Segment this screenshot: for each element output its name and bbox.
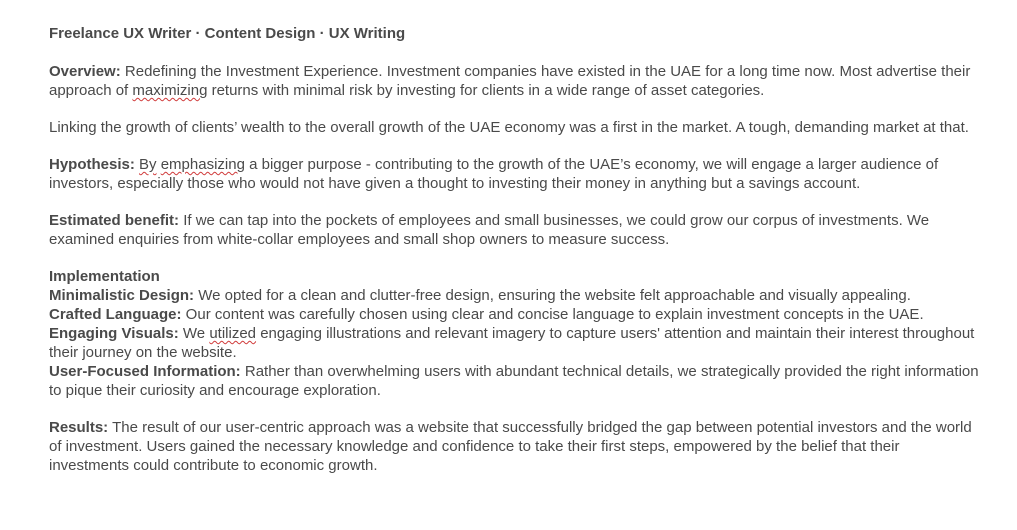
estimated-benefit-text: If we can tap into the pockets of employees and small businesses, we could grow our corpus of investments. We examined enquiries from white-collar employees and small shop owners to measure success. xyxy=(49,212,930,248)
implementation-section xyxy=(49,267,979,400)
overview-text-end: returns with minimal risk by investing for clients in a wide range of asset categories. xyxy=(207,82,765,99)
overview-label: Overview: xyxy=(49,63,121,80)
implementation-item xyxy=(49,324,979,362)
spellcheck-word[interactable]: By xyxy=(139,156,157,173)
linking-paragraph: Linking the growth of clients’ wealth to the overall growth of the UAE economy was a first in the market. A tough, demanding market at that. xyxy=(49,119,969,136)
spellcheck-word[interactable]: maximizing xyxy=(132,82,208,99)
hypothesis-text: a bigger purpose - contributing to the growth of the UAE’s economy, we will engage a larger audience of investors, especially those who would not have given a thought to investing their money in anything but a savings account. xyxy=(49,156,939,192)
implementation-item-label: User-Focused Information: xyxy=(49,363,241,380)
implementation-item-text: Our content was carefully chosen using clear and concise language to explain investment concepts in the UAE. xyxy=(181,306,924,323)
implementation-item-text-end: engaging illustrations and relevant imagery to capture users' attention and maintain their interest throughout their journey on the website. xyxy=(49,325,975,361)
overview-paragraph xyxy=(49,62,979,100)
estimated-benefit-paragraph xyxy=(49,211,979,249)
implementation-heading: Implementation xyxy=(49,268,160,285)
implementation-item-label: Minimalistic Design: xyxy=(49,287,195,304)
estimated-benefit-label: Estimated benefit: xyxy=(49,212,180,229)
overview-text: Redefining the Investment Experience. Investment companies have existed in the UAE for a long time now. Most advertise their approach of xyxy=(49,63,971,99)
implementation-item xyxy=(49,362,979,400)
results-paragraph xyxy=(49,418,979,475)
spellcheck-word[interactable]: utilized xyxy=(209,325,257,342)
hypothesis-label: Hypothesis: xyxy=(49,156,135,173)
implementation-item-text: We xyxy=(178,325,210,342)
spellcheck-word[interactable]: emphasizing xyxy=(160,156,245,173)
implementation-item-label: Engaging Visuals: xyxy=(49,325,179,342)
implementation-item-label: Crafted Language: xyxy=(49,306,182,323)
implementation-item xyxy=(49,305,979,324)
results-label: Results: xyxy=(49,419,109,436)
implementation-item-text: We opted for a clean and clutter-free design, ensuring the website felt approachable and visually appealing. xyxy=(194,287,911,304)
page-title: Freelance UX Writer · Content Design · UX Writing xyxy=(49,25,406,42)
implementation-item xyxy=(49,286,979,305)
hypothesis-paragraph xyxy=(49,155,979,193)
implementation-item-text: Rather than overwhelming users with abundant technical details, we strategically provided the right information to pique their curiosity and encourage exploration. xyxy=(49,363,979,399)
document-body xyxy=(49,24,979,475)
results-text: The result of our user-centric approach was a website that successfully bridged the gap between potential investors and the world of investment. Users gained the necessary knowledge and confidence to take their first steps, empowered by the belief that their investments could contribute to economic growth. xyxy=(49,419,972,474)
